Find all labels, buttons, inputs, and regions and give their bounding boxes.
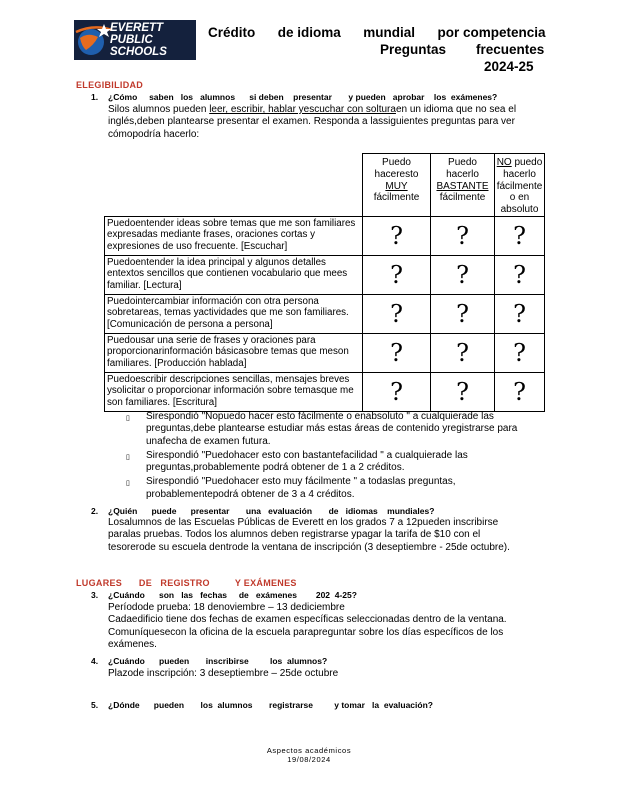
answer-underlined-text: leer, escribir, hablar yescuchar con soltura — [209, 104, 396, 115]
bullet-text: Sirespondió "Puedohacer esto muy fácilmente " a todaslas preguntas, probablementepodrá obtener de 3 a 4 créditos. — [146, 476, 456, 500]
table-header-blank — [105, 154, 363, 217]
page-year: 2024-25 — [484, 59, 534, 74]
list-item — [126, 449, 546, 475]
column-header-very-easily — [363, 154, 431, 217]
answer-line: Cadaedificio tiene dos fechas de examen específicas seleccionadas dentro de la ventana. Comuníquesecon la oficina de la escuela parapreguntar sobre los días específicos de los exámenes. — [108, 614, 507, 650]
answer-mark: ? — [495, 372, 545, 411]
answer-text: en un idioma que no sea el — [395, 104, 517, 115]
section-heading-eligibility: ELEGIBILIDAD — [76, 80, 144, 90]
answer-mark: ? — [431, 333, 495, 372]
answer-mark: ? — [363, 372, 431, 411]
page-footer — [209, 746, 409, 764]
bullet-icon: ▯ — [126, 480, 130, 488]
question-number: 1. — [91, 92, 99, 102]
bullet-text: Sirespondió "Puedohacer esto con bastantefacilidad " a cualquierade las preguntas,probablemente podrá obtener de 1 a 2 créditos. — [146, 449, 468, 474]
footer-label: Aspectos académicos — [266, 746, 352, 755]
table-row — [105, 255, 545, 294]
skill-description: Puedoentender ideas sobre temas que me son familiares expresadas mediante frases, oraciones cortas y expresiones de uso frecuente. [Escuchar] — [105, 216, 363, 255]
question-1: ¿Cómo saben los alumnos si deben presentar y pueden aprobar los exámenes? — [108, 92, 498, 102]
answer-mark: ? — [431, 255, 495, 294]
answer-mark: ? — [363, 333, 431, 372]
question-5: ¿Dónde pueden los alumnos registrarse y tomar la evaluación? — [108, 700, 433, 710]
header-emphasis: BASTANTE — [436, 180, 489, 192]
skill-description: Puedousar una serie de frases y oraciones para proporcionarinformación básicasobre temas que meson familiares. [Producción hablada] — [105, 333, 363, 372]
question-2-answer: Losalumnos de las Escuelas Públicas de Everett en los grados 7 a 12pueden inscribirse paralas pruebas. Todos los alumnos deben registrarse ypagar la tarifa de $10 con el tesorerode su escuela dentrode la ventana de inscripción (3 deseptiembre - 25de octubre). — [108, 517, 510, 553]
answer-mark: ? — [431, 294, 495, 333]
skill-description: Puedoentender la idea principal y algunos detalles entextos sencillos que contienen vocabulario que mees familiar. [Lectura] — [105, 255, 363, 294]
answer-mark: ? — [495, 216, 545, 255]
answer-mark: ? — [431, 372, 495, 411]
answer-mark: ? — [495, 333, 545, 372]
skill-description: Puedoescribir descripciones sencillas, mensajes breves ysolicitar o proporcionar información sobre temasque me son familiares. [Escritura] — [105, 372, 363, 411]
district-logo — [74, 20, 196, 60]
question-4-answer: Plazode inscripción: 3 deseptiembre – 25de octubre — [108, 668, 339, 679]
answer-mark: ? — [431, 216, 495, 255]
list-item — [126, 476, 546, 501]
bullet-text: Sirespondió "Nopuedo hacer esto fácilmente o enabsoluto " a cualquierade las preguntas,debe plantearse estudiar más estas áreas de contenido yregistrarse para unafecha de examen futura. — [146, 411, 518, 447]
result-bullet-list — [126, 411, 546, 501]
header-text: Puedo hacerlo — [446, 157, 479, 180]
header-text: fácilmente — [373, 192, 420, 204]
answer-mark: ? — [495, 255, 545, 294]
skill-description: Puedointercambiar información con otra persona sobretareas, temas yactividades que me son familiares.[Comunicación de persona a persona] — [105, 294, 363, 333]
header-emphasis: MUY — [385, 180, 408, 192]
logo-text-line: PUBLIC — [110, 34, 153, 46]
table-header-row — [105, 154, 545, 217]
answer-line: Períodode prueba: 18 denoviembre – 13 dediciembre — [108, 602, 345, 613]
question-number: 5. — [91, 700, 99, 710]
answer-mark: ? — [363, 255, 431, 294]
question-3: ¿Cuándo son las fechas de exámenes 202 4-25? — [108, 590, 357, 600]
column-header-fairly-easily — [431, 154, 495, 217]
question-number: 2. — [91, 506, 99, 516]
question-1-answer — [108, 104, 568, 141]
question-2: ¿Quién puede presentar una evaluación de idiomas mundiales? — [108, 506, 435, 516]
logo-text-line: EVERETT — [110, 22, 164, 34]
answer-mark: ? — [495, 294, 545, 333]
table-row — [105, 372, 545, 411]
header-text: Puedo haceresto — [374, 157, 419, 180]
header-text: puedo hacerlo fácilmente o en absoluto — [496, 157, 543, 216]
answer-text: Silos alumnos pueden — [108, 104, 210, 115]
question-number: 4. — [91, 656, 99, 666]
answer-mark: ? — [363, 216, 431, 255]
section-heading-registration: LUGARES DE REGISTRO Y EXÁMENES — [76, 578, 297, 588]
logo-text-line: SCHOOLS — [110, 46, 167, 58]
list-item — [126, 411, 546, 448]
table-row — [105, 294, 545, 333]
column-header-not-easily — [495, 154, 545, 217]
bullet-icon: ▯ — [126, 415, 130, 422]
page-title: Crédito de idioma mundial por competencia — [208, 25, 546, 40]
answer-mark: ? — [363, 294, 431, 333]
header-emphasis: NO — [496, 157, 512, 168]
table-row — [105, 333, 545, 372]
question-number: 3. — [91, 590, 99, 600]
answer-line — [108, 104, 568, 116]
question-4: ¿Cuándo pueden inscribirse los alumnos? — [108, 656, 328, 666]
bullet-icon: ▯ — [126, 453, 130, 461]
table-row — [105, 216, 545, 255]
self-assessment-table — [104, 153, 545, 412]
answer-line: inglés,deben plantearse presentar el examen. Responda a lassiguientes preguntas para ver — [108, 116, 515, 128]
footer-date: 19/08/2024 — [287, 755, 331, 764]
question-3-answer — [108, 602, 532, 651]
page-subtitle: Preguntas frecuentes — [380, 42, 545, 57]
answer-line: cómopodría hacerlo: — [108, 128, 200, 140]
header-text: fácilmente — [439, 192, 486, 204]
